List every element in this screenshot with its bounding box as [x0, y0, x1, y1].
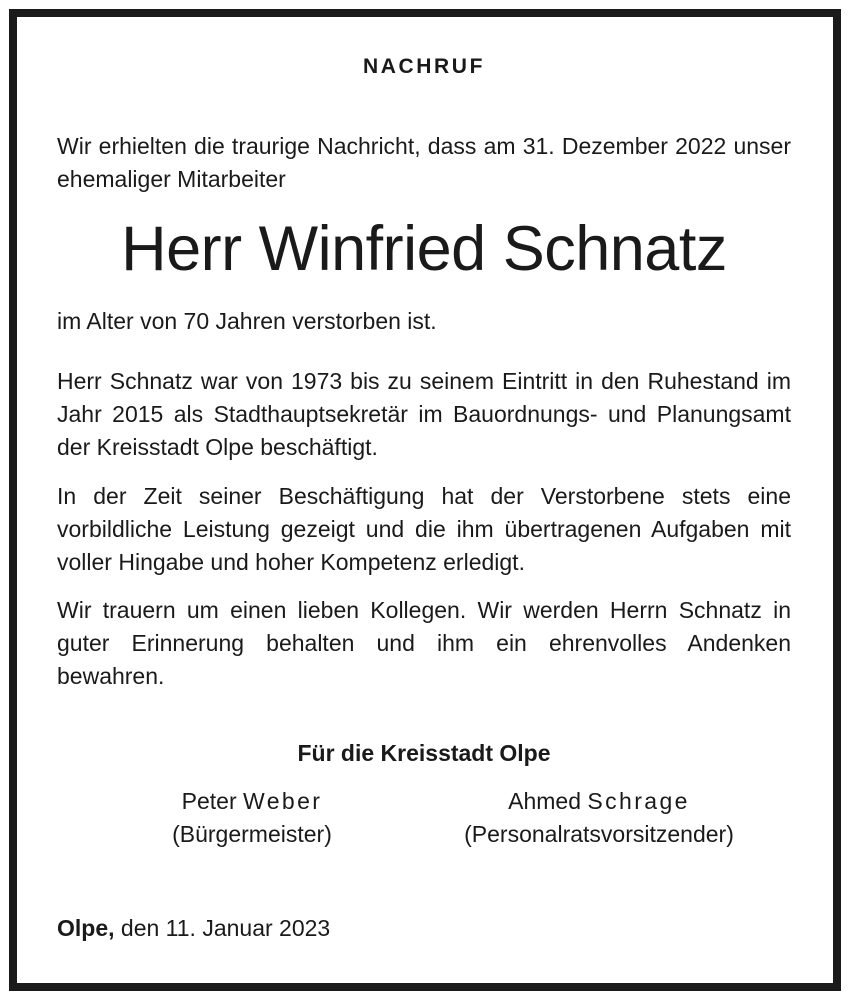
- signatory-name: [147, 785, 357, 818]
- signatory-last-name: Weber: [243, 788, 323, 814]
- signatory-role: (Personalratsvorsitzender): [464, 821, 734, 847]
- signatory-first-name: Peter: [181, 788, 237, 814]
- place-date-line: [57, 915, 330, 942]
- paragraph-mourning: Wir trauern um einen lieben Kollegen. Wir werden Herrn Schnatz in guter Erinnerung behalten und ihm ein ehrenvolles Andenken bewahren.: [57, 597, 791, 689]
- signatory-role: (Bürgermeister): [172, 821, 332, 847]
- organization-line: Für die Kreisstadt Olpe: [297, 740, 551, 766]
- signatory-name: [419, 785, 779, 818]
- age-line: im Alter von 70 Jahren verstorben ist.: [57, 308, 437, 334]
- place: Olpe,: [57, 915, 115, 941]
- signatory-first-name: Ahmed: [508, 788, 581, 814]
- signatory-schrage: [419, 785, 779, 851]
- paragraph-career: Herr Schnatz war von 1973 bis zu seinem Eintritt in den Ruhestand im Jahr 2015 als Stadthauptsekretär im Bauordnungs- und Planungsamt der Kreisstadt Olpe beschäftigt.: [57, 368, 791, 460]
- deceased-name: Herr Winfried Schnatz: [121, 214, 727, 284]
- obituary-frame: [9, 9, 841, 991]
- date: den 11. Januar 2023: [120, 915, 331, 941]
- paragraph-performance: In der Zeit seiner Beschäftigung hat der Verstorbene stets eine vorbildliche Leistung gezeigt und die ihm übertragenen Aufgaben mit voller Hingabe und hoher Kompetenz erledigt.: [57, 483, 791, 575]
- obituary-heading: NACHRUF: [362, 55, 486, 78]
- intro-text: Wir erhielten die traurige Nachricht, dass am 31. Dezember 2022 unser ehemaliger Mitarbeiter: [57, 133, 791, 192]
- signatory-last-name: Schrage: [587, 788, 690, 814]
- signatory-weber: [147, 785, 357, 851]
